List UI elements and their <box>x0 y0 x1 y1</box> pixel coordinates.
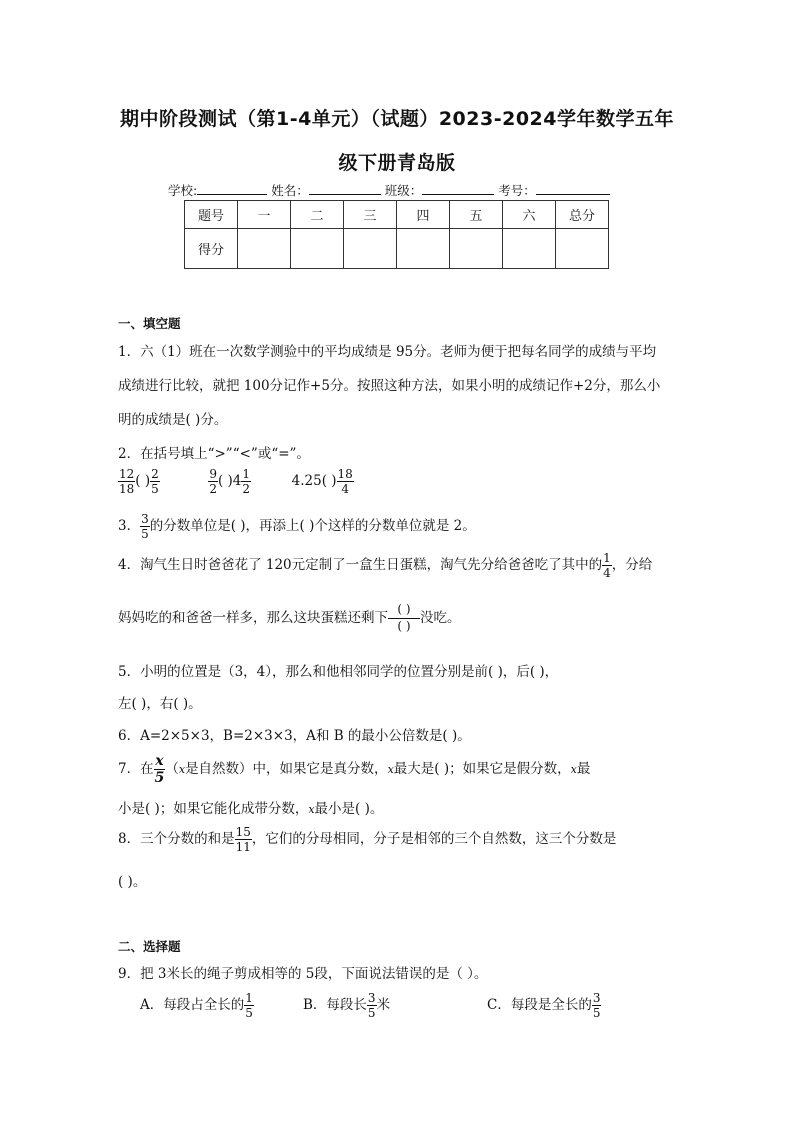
answer-blank[interactable]: ( )4 <box>217 473 242 489</box>
title-line-1: 期中阶段测试（第1-4单元）（试题）2023-2024学年数学五年 <box>120 108 674 130</box>
question-6: 6．A=2×5×3，B=2×3×3，A和 B 的最小公倍数是( )。 <box>118 728 471 744</box>
header-cell: 二 <box>291 201 344 229</box>
fraction: $\frac{1}{5}$ <box>245 991 253 1020</box>
question-2-comparisons <box>118 468 354 495</box>
variable-x: x <box>308 803 315 816</box>
option-text: 米 <box>376 997 391 1013</box>
score-cell[interactable] <box>397 229 450 269</box>
question-text: 8．三个分数的和是 <box>118 831 235 847</box>
header-cell: 六 <box>503 201 556 229</box>
question-text: ，它们的分母相同，分子是相邻的三个自然数，这三个分数是 <box>251 831 617 847</box>
question-5-line-1: 5．小明的位置是（3，4），那么和他相邻同学的位置分别是前( )，后( )， <box>118 664 559 680</box>
option-text: B．每段长 <box>303 997 367 1013</box>
fraction: $\frac{1}{2}$ <box>242 467 251 496</box>
question-5-line-2: 左( )，右( )。 <box>118 696 202 712</box>
question-4-line-2 <box>118 603 461 634</box>
question-text: 最小是( )。 <box>314 801 384 817</box>
question-9-option-c[interactable] <box>487 992 601 1019</box>
question-text: 最大是( )；如果它是假分数， <box>393 761 571 777</box>
fraction: $\frac{12}{18}$ <box>119 467 135 496</box>
score-cell[interactable] <box>503 229 556 269</box>
exam-number-blank[interactable] <box>536 182 610 195</box>
fraction: $\frac{15}{11}$ <box>235 825 251 854</box>
question-1-line-3: 明的成绩是( )分。 <box>118 412 228 428</box>
fraction: $\frac{9}{2}$ <box>209 467 217 496</box>
fraction: $\frac{3}{5}$ <box>367 991 376 1020</box>
section-heading-fill-in: 一、填空题 <box>118 316 181 331</box>
header-cell: 一 <box>238 201 291 229</box>
option-text: C．每段是全长的 <box>487 997 592 1013</box>
header-cell: 总分 <box>556 201 609 229</box>
question-text: 的分数单位是( )，再添上( )个这样的分数单位就是 2。 <box>149 518 476 534</box>
question-text: 最 <box>576 761 591 777</box>
question-text: 是自然数）中，如果它是真分数， <box>185 761 388 777</box>
question-text: ，分给 <box>611 557 653 573</box>
variable-x: x <box>570 763 577 776</box>
header-cell: 四 <box>397 201 450 229</box>
score-cell[interactable] <box>238 229 291 269</box>
question-text: 妈妈吃的和爸爸一样多，那么这块蛋糕还剩下 <box>118 610 388 626</box>
class-blank[interactable] <box>422 182 494 195</box>
name-label: 姓名： <box>271 183 309 198</box>
fraction: $\frac{3}{5}$ <box>141 512 149 541</box>
student-info-row <box>168 181 610 199</box>
fraction: $\frac{1}{4}$ <box>603 551 611 580</box>
score-table-score-row <box>185 229 609 269</box>
question-text: （ <box>165 761 179 777</box>
question-text: 7．在 <box>118 761 154 777</box>
header-cell: 题号 <box>185 201 238 229</box>
variable-x: x <box>387 763 394 776</box>
score-cell[interactable] <box>450 229 503 269</box>
question-3 <box>118 513 476 540</box>
header-cell: 五 <box>450 201 503 229</box>
option-text: A．每段占全长的 <box>140 997 245 1013</box>
variable-x: x <box>178 763 186 776</box>
question-9-option-b[interactable] <box>303 992 390 1019</box>
question-9-option-a[interactable] <box>140 992 254 1019</box>
header-cell: 三 <box>344 201 397 229</box>
question-8-line-1 <box>118 826 616 853</box>
score-table-header-row <box>185 201 609 229</box>
title-line-2: 级下册青岛版 <box>338 152 456 174</box>
question-7-line-1 <box>118 754 590 785</box>
question-9-stem: 9．把 3米长的绳子剪成相等的 5段，下面说法错误的是（ ）。 <box>118 966 488 982</box>
fraction-answer-blank[interactable]: $\frac{( )}{( )}$ <box>388 603 420 634</box>
fraction: $\frac{2}{5}$ <box>151 467 159 496</box>
fraction: $\frac{18}{4}$ <box>337 467 353 496</box>
question-text: 4．淘气生日时爸爸花了 120元定制了一盒生日蛋糕，淘气先分给爸爸吃了其中的 <box>118 557 603 573</box>
answer-blank[interactable]: ( ) <box>135 473 151 489</box>
question-2-stem: 2．在括号填上“>”“<”或“=”。 <box>118 446 310 462</box>
school-blank[interactable] <box>197 182 267 195</box>
name-blank[interactable] <box>309 182 381 195</box>
question-4-line-1 <box>118 552 652 579</box>
exam-number-label: 考号： <box>498 183 536 198</box>
score-cell[interactable] <box>291 229 344 269</box>
class-label: 班级： <box>384 183 423 198</box>
section-heading-multiple-choice: 二、选择题 <box>118 939 181 954</box>
question-7-line-2 <box>118 797 383 817</box>
school-label: 学校: <box>168 183 198 198</box>
score-cell[interactable] <box>556 229 609 269</box>
fraction: $\frac{3}{5}$ <box>592 991 601 1020</box>
question-text: 没吃。 <box>420 610 461 626</box>
question-number: 3． <box>118 518 141 534</box>
question-8-line-2[interactable]: ( )。 <box>118 874 147 890</box>
score-table <box>184 200 609 269</box>
fraction: $\frac{x}{5}$ <box>154 753 165 786</box>
question-1-line-2: 成绩进行比较，就把 100分记作+5分。按照这种方法，如果小明的成绩记作+2分，那么小 <box>118 378 661 394</box>
answer-blank[interactable]: 4.25( ) <box>291 473 337 489</box>
question-1-line-1: 1．六（1）班在一次数学测验中的平均成绩是 95分。老师为便于把每名同学的成绩与平均 <box>118 344 657 360</box>
score-cell[interactable] <box>344 229 397 269</box>
score-row-label: 得分 <box>185 229 238 269</box>
question-text: 小是( )；如果它能化成带分数， <box>118 801 309 817</box>
